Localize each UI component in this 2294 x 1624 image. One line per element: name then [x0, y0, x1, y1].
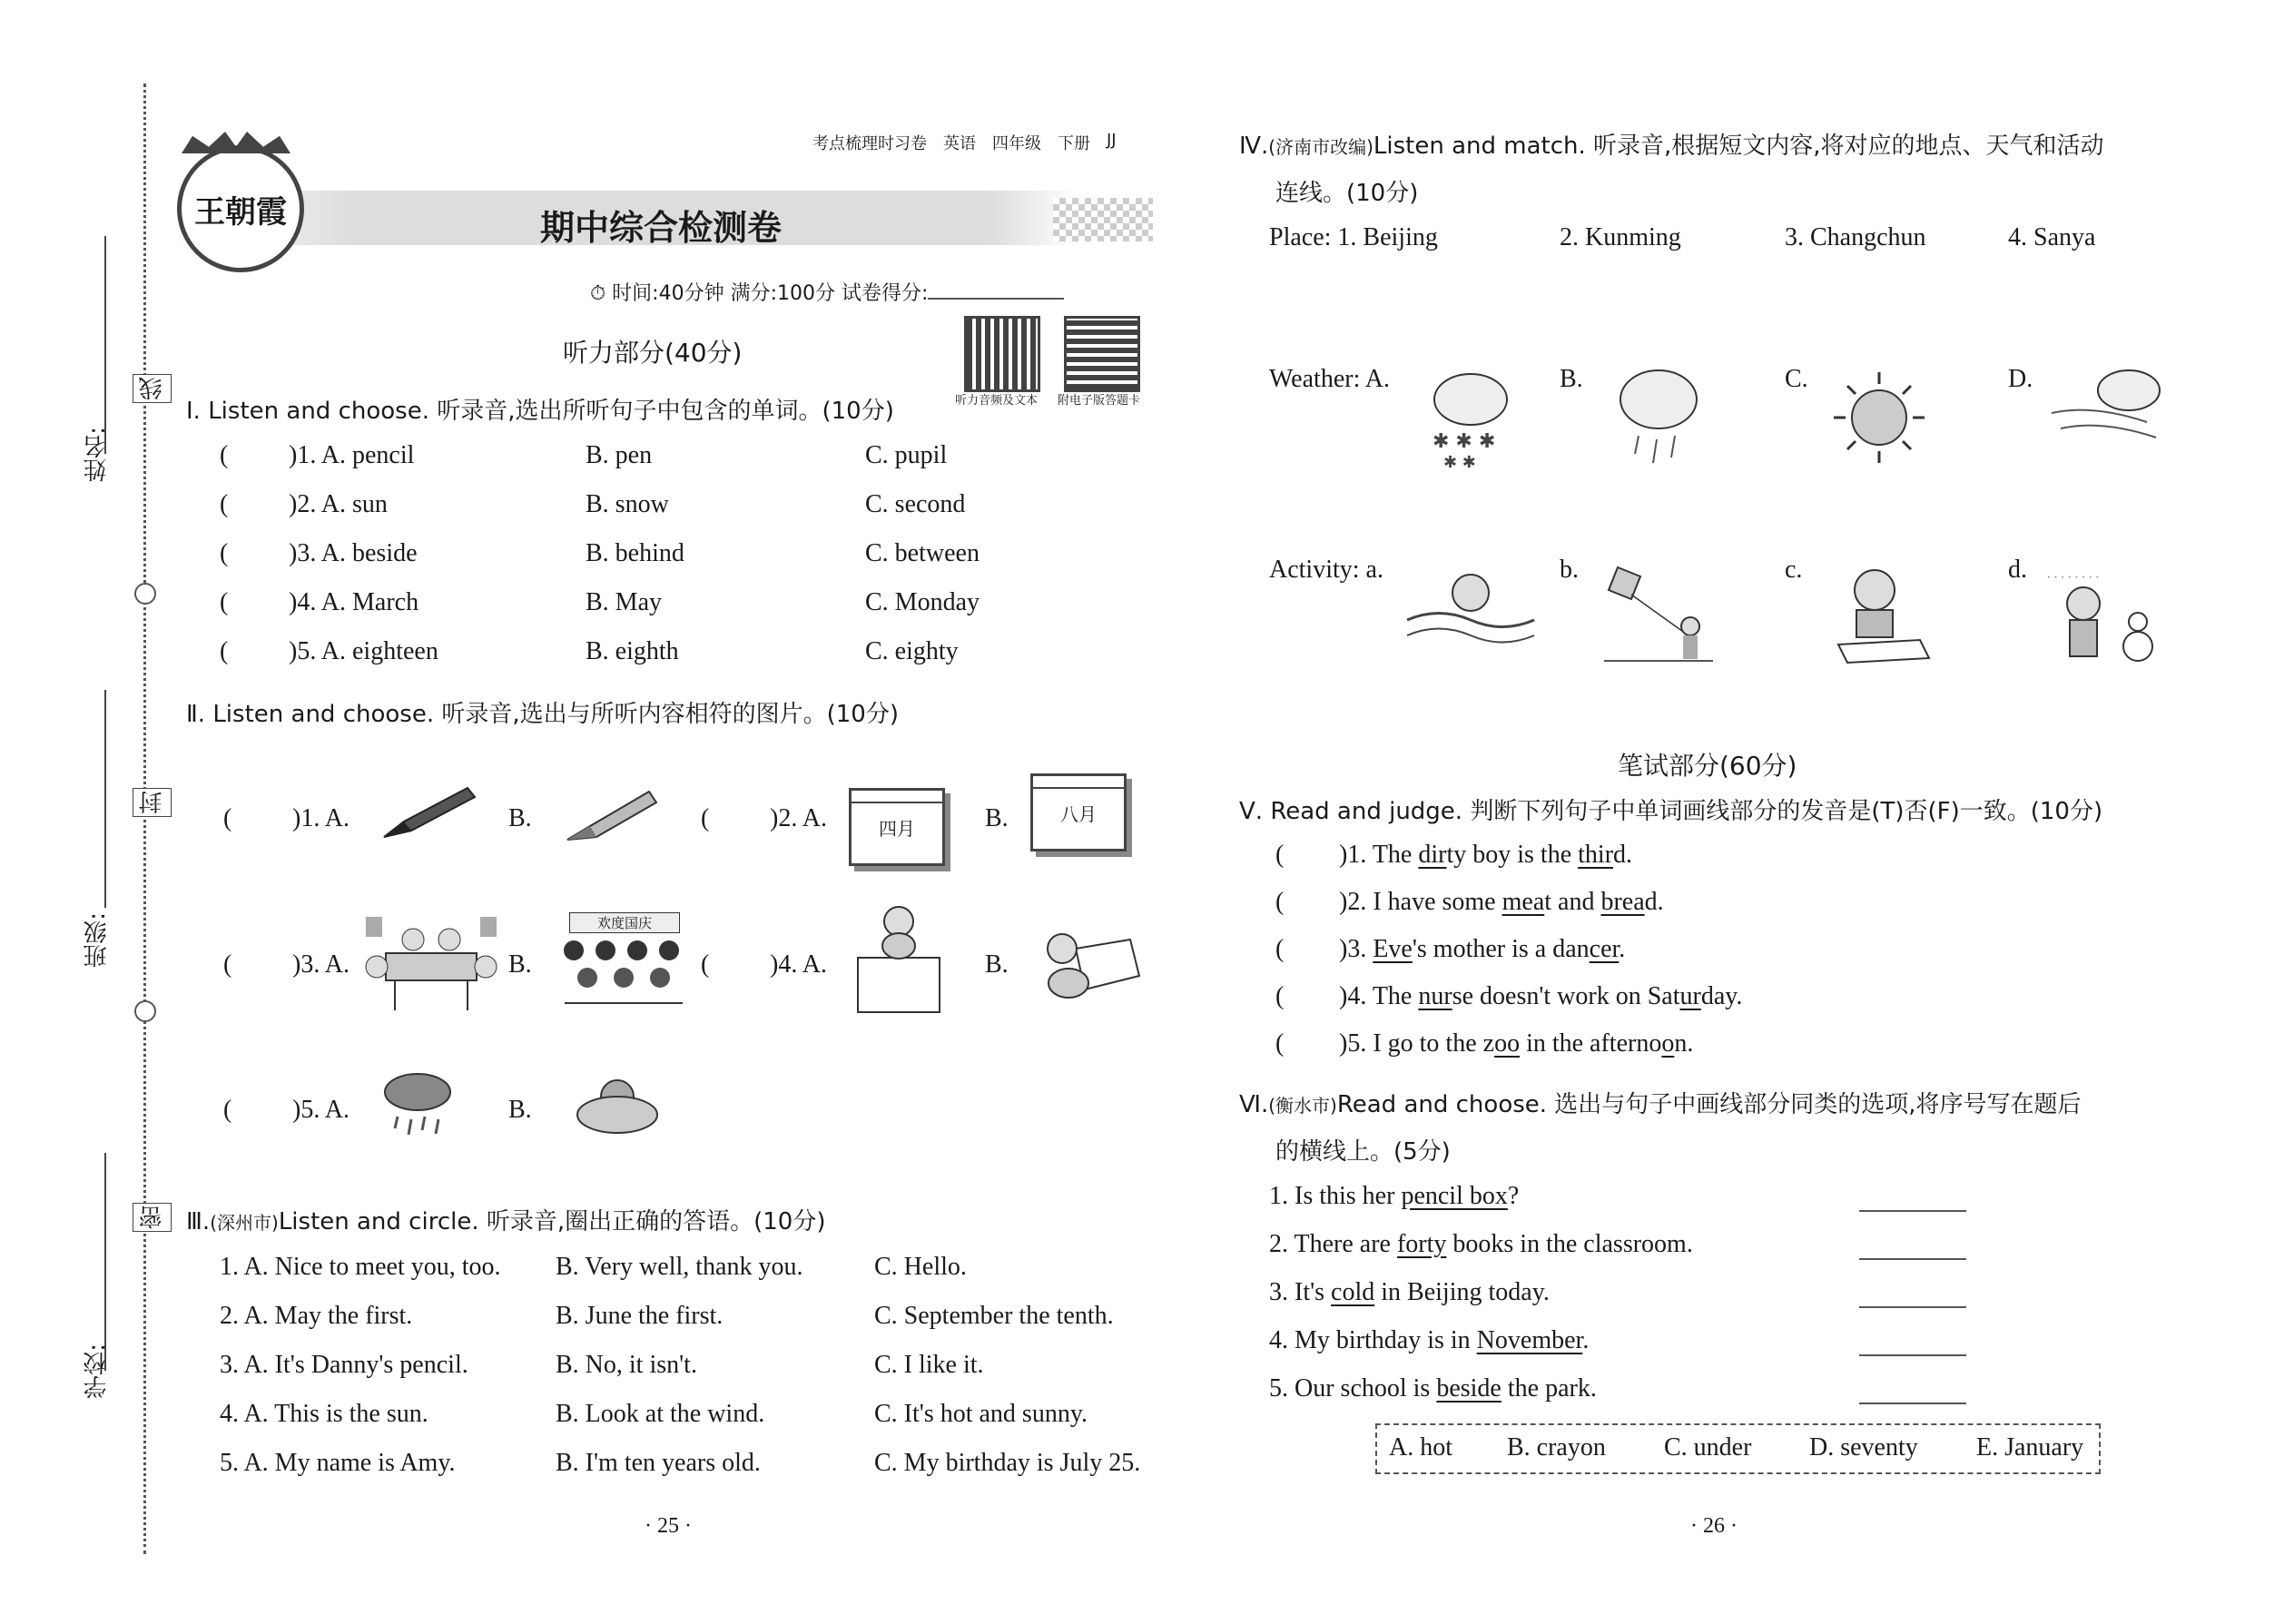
national-day-icon	[556, 912, 692, 1008]
s6-q3-underline: cold	[1331, 1278, 1375, 1306]
s1-q1: )1. A. pencil	[289, 441, 415, 469]
section-3-number: Ⅲ.	[186, 1208, 211, 1235]
s3-q2-b: B. June the first.	[556, 1302, 724, 1330]
option-a: A. hot	[1389, 1433, 1452, 1462]
class-label: 班级:	[84, 912, 111, 968]
s1-q1-b: B. pen	[586, 441, 653, 469]
s1-q4-c: C. Monday	[865, 588, 980, 616]
svg-text:· · · · · · · ·: · · · · · · · ·	[2047, 571, 2100, 584]
s5-q3-underline-1: Eve	[1373, 935, 1413, 963]
s5-q1-underline-1: dir	[1418, 841, 1447, 869]
checker-pattern	[1053, 198, 1153, 241]
name-line	[104, 236, 106, 454]
s3-q5-b: B. I'm ten years old.	[556, 1449, 761, 1477]
option-d: D. seventy	[1809, 1433, 1918, 1462]
s5-q5-underline-2: o	[1661, 1029, 1675, 1058]
section-3-header	[186, 1203, 826, 1236]
s2-q4-b: B.	[985, 950, 1009, 979]
weather-d-label: D.	[2008, 365, 2033, 393]
s5-q2-pre: )2. I have some	[1339, 888, 1502, 916]
s2-q1-a: )1. A.	[292, 804, 350, 832]
s5-q5-mid: in the afterno	[1520, 1029, 1662, 1058]
flying-kite-icon	[1600, 563, 1718, 672]
meta-term: 下册	[1058, 134, 1090, 153]
section-6-number: Ⅵ.	[1239, 1091, 1269, 1118]
header-meta	[812, 131, 1117, 154]
s2-q2-a: )2. A.	[770, 804, 827, 832]
s6-q1-pre: 1. Is this her	[1269, 1182, 1402, 1210]
s3-q4-a: 4. A. This is the sun.	[220, 1400, 428, 1428]
section-3-source: (深州市)	[210, 1212, 279, 1234]
s1-q4: )4. A. March	[289, 588, 419, 616]
cat-on-box-icon	[844, 899, 953, 1017]
cloudy-sun-icon	[572, 1071, 663, 1139]
s2-q3-a: )3. A.	[292, 950, 350, 979]
calendar-august-text: 八月	[1060, 802, 1097, 825]
qr-code-audio[interactable]	[964, 316, 1040, 392]
s6-q4-post: .	[1582, 1326, 1590, 1354]
s5-q3-mid: 's mother is a dan	[1412, 935, 1590, 963]
s6-q4-underline: November	[1476, 1326, 1583, 1354]
answer-blank[interactable]	[1859, 1306, 1966, 1308]
s2-q3-b: B.	[508, 950, 532, 979]
activity-c-label: c.	[1785, 556, 1803, 584]
s3-q1-b: B. Very well, thank you.	[556, 1253, 803, 1281]
s2-q4-a: )4. A.	[770, 950, 827, 979]
calendar-april-icon	[849, 788, 945, 866]
option-b: B. crayon	[1507, 1433, 1606, 1462]
section-4-title: Listen and match. 听录音,根据短文内容,将对应的地点、天气和活动	[1373, 133, 2104, 160]
rain-cloud-face-icon	[1611, 363, 1707, 477]
answer-paren[interactable]: (	[223, 1096, 232, 1124]
qr-code-answer-card[interactable]	[1064, 316, 1140, 392]
section-6-header	[1239, 1086, 2082, 1119]
section-4-title-cont: 连线。(10分)	[1275, 180, 1419, 207]
activity-b-label: b.	[1560, 556, 1579, 584]
s5-q5	[1339, 1029, 1693, 1058]
section-2-title: Ⅱ. Listen and choose. 听录音,选出与所听内容相符的图片。(10分)	[186, 701, 899, 728]
s6-q5-pre: 5. Our school is	[1269, 1374, 1437, 1403]
weather-a-label: Weather: A.	[1269, 365, 1391, 393]
s5-q1-pre: )1. The	[1339, 841, 1419, 869]
section-3-title: Listen and circle. 听录音,圈出正确的答语。(10分)	[278, 1208, 826, 1235]
section-5-title: Ⅴ. Read and judge. 判断下列句子中单词画线部分的发音是(T)否(F)一致。(10分)	[1239, 798, 2103, 825]
s3-q4-b: B. Look at the wind.	[556, 1400, 765, 1428]
weather-b-label: B.	[1560, 365, 1583, 393]
family-dinner-icon	[359, 912, 504, 1012]
school-label: 学校:	[84, 1343, 111, 1399]
meta-grade: 四年级	[992, 134, 1041, 153]
answer-paren[interactable]: (	[223, 804, 232, 832]
s3-q2-c: C. September the tenth.	[874, 1302, 1114, 1330]
s1-q3-c: C. between	[865, 539, 980, 567]
page-number-left: · 25 ·	[645, 1514, 692, 1538]
s5-q2-underline-1: mea	[1501, 888, 1545, 916]
s5-q1-underline-2: thir	[1578, 841, 1614, 869]
children-group-icon	[556, 932, 692, 1008]
s1-q3: )3. A. beside	[289, 539, 418, 567]
crayon-icon	[558, 781, 658, 849]
meta-edition: JJ	[1107, 131, 1117, 150]
s5-q4-post: day.	[1700, 982, 1743, 1010]
s1-q2-b: B. snow	[586, 490, 669, 518]
s5-q2-underline-2: brea	[1600, 888, 1645, 916]
activity-d-label: d.	[2008, 556, 2027, 584]
s6-q3-post: in Beijing today.	[1374, 1278, 1550, 1306]
answer-paren[interactable]: (	[223, 950, 232, 979]
s5-q5-post: n.	[1674, 1029, 1694, 1058]
s5-q1-post: d.	[1613, 841, 1633, 869]
s3-q5-c: C. My birthday is July 25.	[874, 1449, 1141, 1477]
brand-logo	[177, 145, 304, 272]
answer-blank[interactable]	[1859, 1403, 1966, 1404]
answer-paren[interactable]: (	[1275, 935, 1285, 963]
banner-text: 欢度国庆	[569, 912, 680, 933]
answer-paren[interactable]: (	[1275, 1029, 1285, 1058]
calendar-august-icon	[1030, 773, 1127, 851]
pen-icon	[377, 781, 477, 844]
s2-q2-b: B.	[985, 804, 1009, 832]
weather-c-label: C.	[1785, 365, 1808, 393]
binding-hole-icon	[134, 583, 156, 605]
meta-subject: 英语	[943, 134, 976, 153]
seal-mark-secret: 密	[133, 1203, 172, 1232]
s2-q5-a: )5. A.	[292, 1096, 350, 1124]
listening-section-title: 听力部分(40分)	[563, 338, 743, 368]
s6-q5	[1269, 1374, 1597, 1403]
s3-q3-c: C. I like it.	[874, 1351, 984, 1379]
binding-line	[143, 84, 146, 1554]
written-section-title: 笔试部分(60分)	[1618, 751, 1797, 781]
s5-q4-underline-1: nur	[1418, 982, 1452, 1010]
place-3: 3. Changchun	[1785, 223, 1926, 251]
cat-in-box-icon	[1030, 912, 1144, 1012]
answer-blank[interactable]	[1859, 1354, 1966, 1356]
exam-info-text: 时间:40分钟 满分:100分 试卷得分:	[612, 282, 929, 305]
s5-q3-underline-2: cer	[1589, 935, 1620, 963]
s1-q1-c: C. pupil	[865, 441, 948, 469]
s5-q5-pre: )5. I go to the z	[1339, 1029, 1495, 1058]
exam-info	[590, 278, 1064, 306]
s5-q2-mid: t and	[1544, 888, 1601, 916]
answer-paren[interactable]: (	[701, 804, 710, 832]
snowman-icon	[2043, 563, 2161, 676]
s1-q5-c: C. eighty	[865, 637, 959, 665]
s5-q1	[1339, 841, 1632, 870]
s6-q2-post: books in the classroom.	[1446, 1230, 1693, 1258]
s5-q2	[1339, 888, 1664, 917]
qr-caption-audio: 听力音频及文本	[955, 394, 1039, 408]
place-4: 4. Sanya	[2008, 223, 2096, 251]
section-4-number: Ⅳ.	[1239, 133, 1269, 160]
s5-q5-underline-1: oo	[1494, 1029, 1521, 1058]
crown-icon	[182, 132, 290, 153]
s5-q4-underline-2: ur	[1679, 982, 1701, 1010]
svg-text:✱ ✱: ✱ ✱	[1443, 453, 1476, 472]
answer-paren[interactable]: (	[220, 588, 229, 616]
brand-name: 王朝霞	[194, 193, 287, 231]
s3-q2-a: 2. A. May the first.	[220, 1302, 413, 1330]
answer-blank[interactable]	[1859, 1258, 1966, 1260]
svg-text:✱ ✱ ✱: ✱ ✱ ✱	[1433, 430, 1496, 453]
meta-series: 考点梳理时习卷	[812, 134, 927, 153]
seal-mark-line: 线	[133, 374, 172, 403]
s3-q4-c: C. It's hot and sunny.	[874, 1400, 1088, 1428]
s6-q3-pre: 3. It's	[1269, 1278, 1332, 1306]
s6-q2	[1269, 1230, 1693, 1259]
s1-q2: )2. A. sun	[289, 490, 388, 518]
answer-paren[interactable]: (	[220, 637, 229, 665]
score-blank[interactable]	[928, 298, 1064, 300]
answer-paren[interactable]: (	[220, 490, 229, 518]
section-4-source: (济南市改编)	[1268, 136, 1373, 158]
s2-q1-b: B.	[508, 804, 532, 832]
page-number-right: · 26 ·	[1690, 1514, 1738, 1538]
s3-q1-c: C. Hello.	[874, 1253, 967, 1281]
clock-icon: ⏱	[590, 282, 606, 305]
section-6-title-cont: 的横线上。(5分)	[1275, 1138, 1451, 1166]
calendar-april-text: 四月	[879, 817, 915, 840]
s1-q5-b: B. eighth	[586, 637, 679, 665]
section-1-title: Ⅰ. Listen and choose. 听录音,选出所听句子中包含的单词。(10分)	[186, 398, 894, 425]
s5-q4-pre: )4. The	[1339, 982, 1419, 1010]
s6-q2-pre: 2. There are	[1269, 1230, 1397, 1258]
s1-q4-b: B. May	[586, 588, 662, 616]
school-line	[104, 1153, 106, 1371]
answer-paren[interactable]: (	[1275, 841, 1285, 869]
s3-q1-a: 1. A. Nice to meet you, too.	[220, 1253, 501, 1281]
s6-q4-pre: 4. My birthday is in	[1269, 1326, 1477, 1354]
rain-cloud-icon	[379, 1067, 457, 1144]
s3-q5-a: 5. A. My name is Amy.	[220, 1449, 456, 1477]
s6-q3	[1269, 1278, 1550, 1307]
s5-q4	[1339, 982, 1742, 1011]
s5-q3-pre: )3.	[1339, 935, 1373, 963]
class-line	[104, 690, 106, 908]
s6-q1	[1269, 1182, 1519, 1211]
s1-q5: )5. A. eighteen	[289, 637, 438, 665]
swimming-icon	[1403, 561, 1539, 652]
option-e: E. January	[1976, 1433, 2084, 1462]
s1-q2-c: C. second	[865, 490, 966, 518]
answer-paren[interactable]: (	[220, 539, 229, 567]
answer-paren[interactable]: (	[701, 950, 710, 979]
section-4-header	[1239, 127, 2104, 161]
answer-paren[interactable]: (	[1275, 982, 1285, 1010]
binding-hole-icon	[134, 1000, 156, 1022]
seal-mark-seal: 封	[133, 788, 172, 817]
s6-q1-post: ?	[1507, 1182, 1520, 1210]
name-label: 姓名:	[84, 427, 111, 482]
answer-blank[interactable]	[1859, 1210, 1966, 1212]
s6-q5-underline: beside	[1436, 1374, 1501, 1403]
windy-cloud-icon	[2047, 363, 2165, 454]
s5-q1-mid: ty boy is the	[1446, 841, 1579, 869]
s6-q5-post: the park.	[1501, 1374, 1597, 1403]
snow-cloud-icon	[1416, 368, 1525, 472]
place-1: Place: 1. Beijing	[1269, 223, 1438, 251]
s6-q4	[1269, 1326, 1589, 1355]
s3-q3-a: 3. A. It's Danny's pencil.	[220, 1351, 468, 1379]
s2-q5-b: B.	[508, 1096, 532, 1124]
boy-reading-icon	[1825, 563, 1934, 667]
qr-caption-card: 附电子版答题卡	[1058, 394, 1141, 408]
s5-q3	[1339, 935, 1625, 964]
s5-q2-post: d.	[1644, 888, 1664, 916]
section-6-source: (衡水市)	[1268, 1095, 1337, 1117]
answer-paren[interactable]: (	[220, 441, 229, 469]
s1-q3-b: B. behind	[586, 539, 684, 567]
answer-paren[interactable]: (	[1275, 888, 1285, 916]
s6-q2-underline: forty	[1396, 1230, 1447, 1258]
section-6-title: Read and choose. 选出与句子中画线部分同类的选项,将序号写在题后	[1336, 1091, 2082, 1118]
s6-q1-underline: pencil box	[1401, 1182, 1508, 1210]
s3-q3-b: B. No, it isn't.	[556, 1351, 697, 1379]
s5-q3-post: .	[1619, 935, 1626, 963]
s5-q4-mid: se doesn't work on Sat	[1452, 982, 1680, 1010]
place-2: 2. Kunming	[1560, 223, 1681, 251]
sun-icon	[1829, 368, 1929, 468]
activity-a-label: Activity: a.	[1269, 556, 1383, 584]
page-title: 期中综合检测卷	[540, 208, 783, 248]
option-c: C. under	[1664, 1433, 1752, 1462]
